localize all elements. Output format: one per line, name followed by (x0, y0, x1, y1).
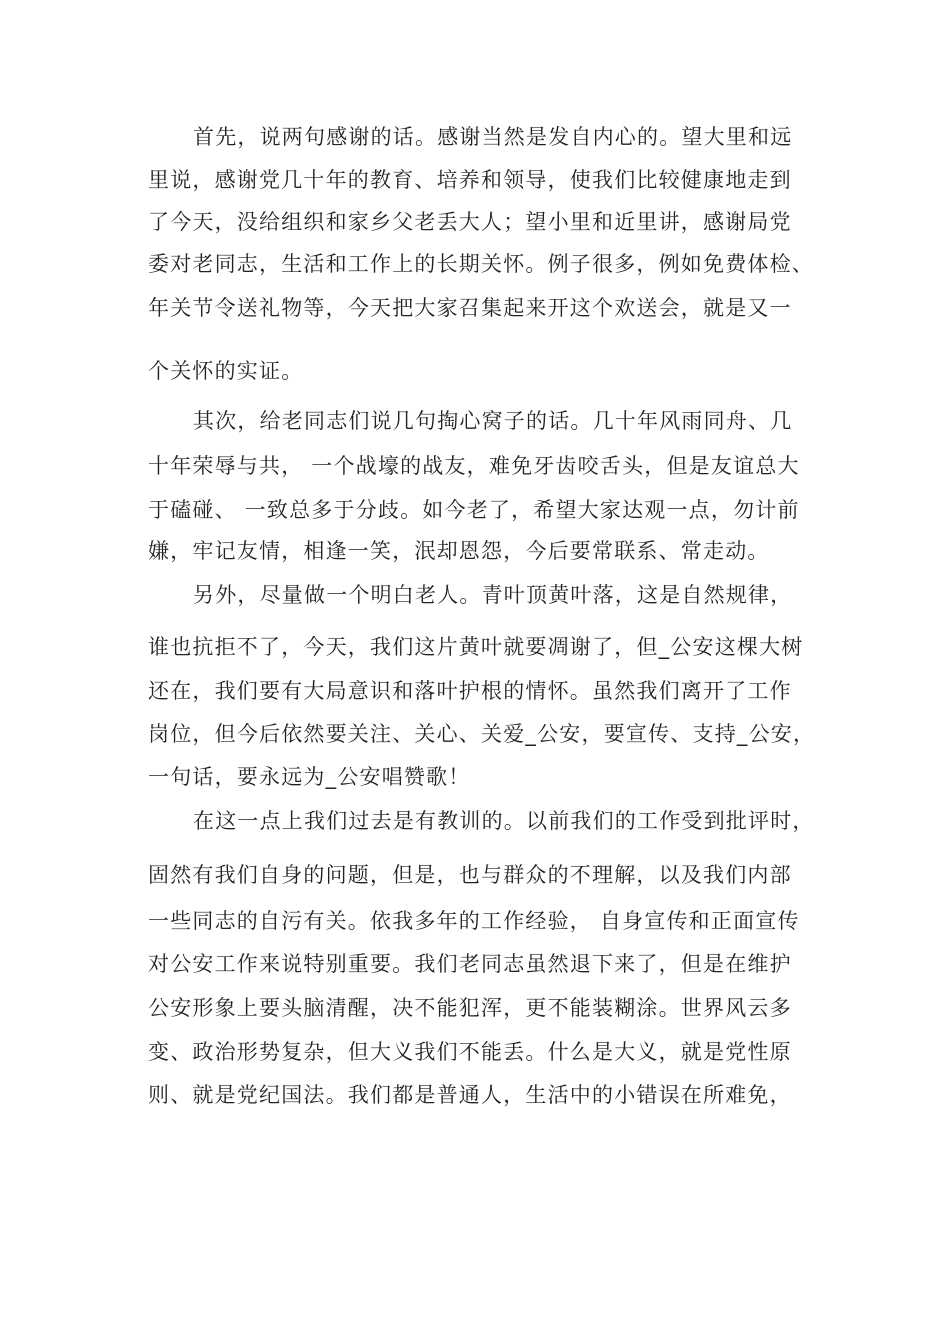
paragraph-2-line-2: 十年荣辱与共， 一个战壕的战友，难免牙齿咬舌头，但是友谊总大 (148, 454, 800, 478)
paragraph-3-line-5: 一句话，要永远为_公安唱赞歌！ (148, 765, 471, 789)
paragraph-1-line-2: 里说，感谢党几十年的教育、培养和领导，使我们比较健康地走到 (148, 168, 792, 192)
paragraph-2-line-4: 嫌，牢记友情，相逢一笑，泯却恩怨，今后要常联系、常走动。 (148, 539, 770, 563)
paragraph-2-line-3: 于磕碰、 一致总多于分歧。如今老了，希望大家达观一点，勿计前 (148, 498, 800, 522)
paragraph-3-line-2: 谁也抗拒不了，今天，我们这片黄叶就要凋谢了，但_公安这棵大树 (148, 635, 804, 659)
paragraph-1-line-4: 委对老同志，生活和工作上的长期关怀。例子很多，例如免费体检、 (148, 252, 814, 276)
paragraph-3-line-1: 另外，尽量做一个明白老人。青叶顶黄叶落，这是自然规律， (193, 583, 793, 607)
paragraph-4-line-2: 固然有我们自身的问题，但是，也与群众的不理解，以及我们内部 (148, 863, 792, 887)
paragraph-4-line-5: 公安形象上要头脑清醒，决不能犯浑，更不能装糊涂。世界风云多 (148, 996, 792, 1020)
paragraph-1-line-1: 首先，说两句感谢的话。感谢当然是发自内心的。望大里和远 (193, 125, 793, 149)
paragraph-3-line-4: 岗位，但今后依然要关注、关心、关爱_公安，要宣传、支持_公安， (148, 722, 816, 746)
paragraph-1-line-5: 年关节令送礼物等，今天把大家召集起来开这个欢送会，就是又一 (148, 296, 792, 320)
paragraph-2-line-1: 其次，给老同志们说几句掏心窝子的话。几十年风雨同舟、几 (193, 409, 793, 433)
paragraph-3-line-3: 还在，我们要有大局意识和落叶护根的情怀。虽然我们离开了工作 (148, 679, 792, 703)
paragraph-4-line-3: 一些同志的自污有关。依我多年的工作经验， 自身宣传和正面宣传 (148, 909, 800, 933)
paragraph-4-line-7: 则、就是党纪国法。我们都是普通人，生活中的小错误在所难免， (148, 1083, 792, 1107)
paragraph-4-line-6: 变、政治形势复杂，但大义我们不能丢。什么是大义，就是党性原 (148, 1040, 792, 1064)
paragraph-1-line-3: 了今天，没给组织和家乡父老丢大人；望小里和近里讲，感谢局党 (148, 210, 792, 234)
paragraph-1-line-6: 个关怀的实证。 (148, 359, 304, 383)
paragraph-4-line-1: 在这一点上我们过去是有教训的。以前我们的工作受到批评时， (193, 809, 815, 833)
paragraph-4-line-4: 对公安工作来说特别重要。我们老同志虽然退下来了，但是在维护 (148, 952, 792, 976)
